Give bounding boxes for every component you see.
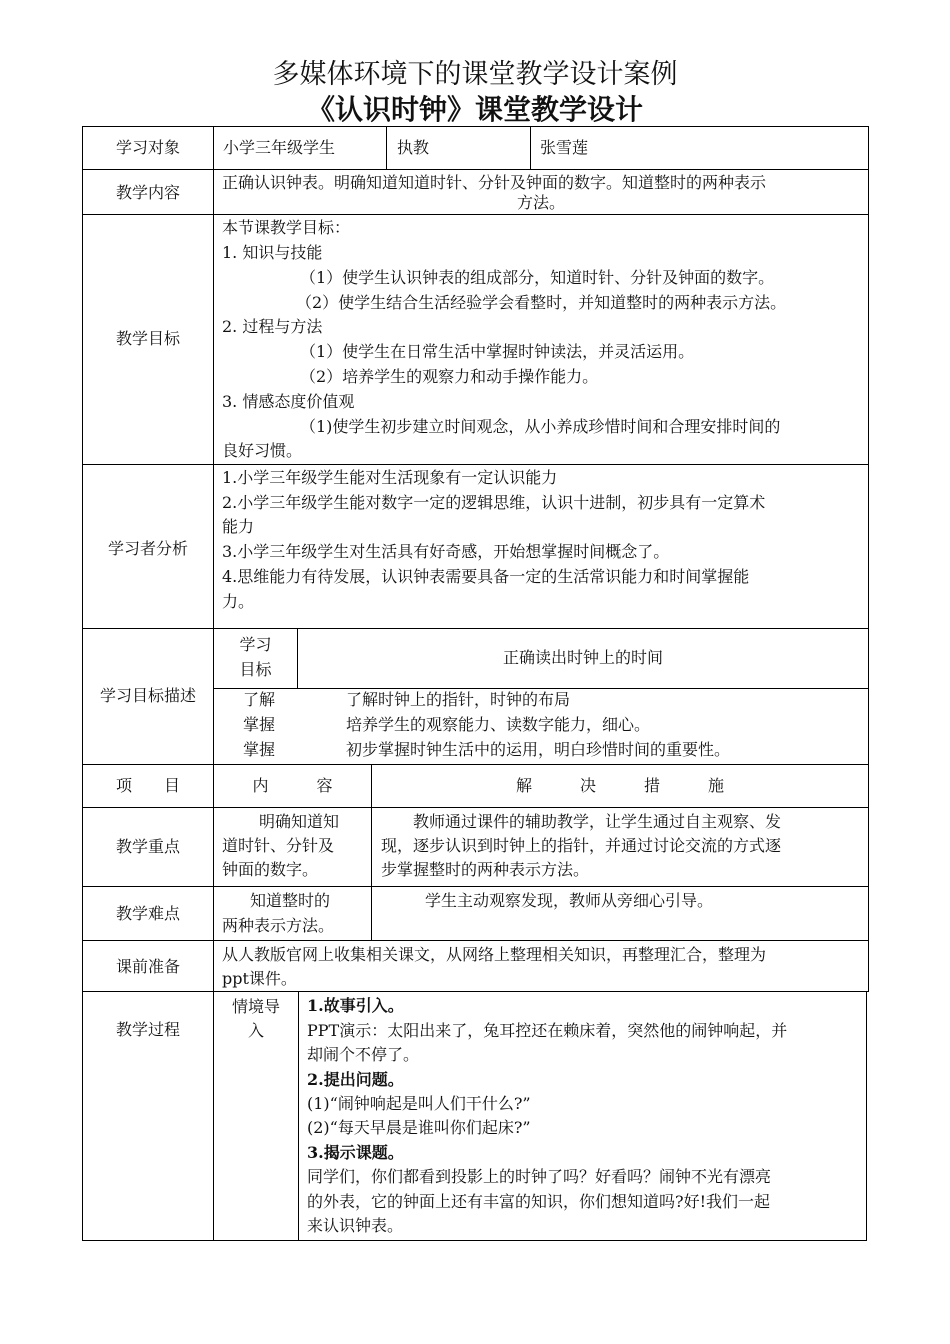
process-stage-line-2: 入: [247, 1021, 264, 1040]
process-line: 同学们，你们都看到投影上的时钟了吗？好看吗？闹钟不光有漂亮: [307, 1167, 772, 1186]
document-title: 多媒体环境下的课堂教学设计案例: [272, 59, 678, 90]
teacher-value: 张雪莲: [540, 138, 589, 157]
teacher-label: 执教: [397, 138, 430, 157]
difficult-content-line: 知道整时的: [250, 891, 331, 910]
prep-line-1: 从人教版官网上收集相关课文，从网络上整理相关知识，再整理汇合，整理为: [222, 945, 767, 964]
goals-line: （1）使学生在日常生活中掌握时钟读法，并灵活运用。: [300, 342, 695, 361]
goals-line: 2. 过程与方法: [222, 317, 323, 336]
process-heading: 2.提出问题。: [307, 1070, 404, 1089]
document-subtitle: 《认识时钟》课堂教学设计: [306, 93, 643, 126]
learner-line: 3.小学三年级学生对生活具有好奇感，开始想掌握时间概念了。: [222, 542, 670, 561]
key-solution-line: 步掌握整时的两种表示方法。: [381, 860, 590, 879]
objdesc-item-text: 初步掌握时钟生活中的运用，明白珍惜时间的重要性。: [346, 740, 731, 759]
key-solution-line: 现，逐步认识到时钟上的指针，并通过讨论交流的方式逐: [381, 836, 782, 855]
objdesc-head-label-1: 学习: [239, 635, 272, 654]
process-line: PPT演示：太阳出来了，兔耳控还在赖床着，突然他的闹钟响起，并: [307, 1021, 788, 1040]
process-line: 却闹个不停了。: [307, 1045, 420, 1064]
process-line: (1)“闹钟响起是叫人们干什么?”: [307, 1094, 531, 1113]
learner-line: 力。: [222, 592, 255, 611]
difficult-solution: 学生主动观察发现，教师从旁细心引导。: [425, 891, 714, 910]
key-content-line: 钟面的数字。: [222, 860, 319, 879]
goals-line: 1. 知识与技能: [222, 243, 323, 262]
objdesc-item-text: 了解时钟上的指针，时钟的布局: [346, 690, 571, 709]
goals-line: （1)使学生初步建立时间观念，从小养成珍惜时间和合理安排时间的: [300, 417, 781, 436]
objdesc-item-level: 掌握: [243, 740, 276, 759]
difficult-label: 教学难点: [115, 904, 180, 923]
prep-line-2: ppt课件。: [222, 969, 297, 988]
objdesc-item-text: 培养学生的观察能力、读数字能力，细心。: [346, 715, 651, 734]
learner-line: 1.小学三年级学生能对生活现象有一定认识能力: [222, 468, 558, 487]
content-label: 教学内容: [115, 183, 180, 202]
key-solution-line: 教师通过课件的辅助教学，让学生通过自主观察、发: [413, 812, 782, 831]
objdesc-item-level: 了解: [243, 690, 276, 709]
goals-line: 良好习惯。: [222, 441, 303, 460]
process-line: 的外表，它的钟面上还有丰富的知识，你们想知道吗?好!我们一起: [307, 1192, 771, 1211]
objdesc-head-value: 正确读出时钟上的时间: [502, 648, 663, 667]
learner-label: 学习者分析: [107, 539, 188, 558]
learner-line: 4.思维能力有待发展，认识钟表需要具备一定的生活常识能力和时间掌握能: [222, 567, 750, 586]
objdesc-item-level: 掌握: [243, 715, 276, 734]
process-label: 教学过程: [115, 1020, 180, 1039]
process-line: 来认识钟表。: [307, 1216, 404, 1235]
col-solution-header: 解 决 措 施: [515, 776, 724, 795]
content-line-1: 正确认识钟表。明确知道知道时针、分针及钟面的数字。知道整时的两种表示: [222, 173, 767, 192]
process-heading: 3.揭示课题。: [307, 1143, 404, 1162]
key-content-line: 明确知道知: [259, 812, 340, 831]
object-label: 学习对象: [115, 138, 180, 157]
prep-label: 课前准备: [115, 957, 180, 976]
goals-line: 本节课教学目标：: [222, 218, 351, 237]
col-item-header: 项 目: [115, 776, 180, 795]
learner-line: 能力: [222, 517, 255, 536]
process-heading: 1.故事引入。: [307, 996, 404, 1015]
goals-label: 教学目标: [115, 329, 180, 348]
objdesc-head-label-2: 目标: [239, 660, 272, 679]
goals-line: （1）使学生认识钟表的组成部分，知道时针、分针及钟面的数字。: [300, 268, 775, 287]
key-label: 教学重点: [115, 837, 180, 856]
process-stage-line-1: 情境导: [231, 997, 280, 1016]
key-content-line: 道时针、分针及: [222, 836, 335, 855]
goals-line: 3. 情感态度价值观: [222, 392, 355, 411]
process-line: (2)“每天早晨是谁叫你们起床?”: [307, 1118, 531, 1137]
object-value: 小学三年级学生: [223, 138, 336, 157]
col-content-header: 内 容: [252, 776, 333, 795]
goals-line: （2）使学生结合生活经验学会看整时，并知道整时的两种表示方法。: [296, 293, 787, 312]
learner-line: 2.小学三年级学生能对数字一定的逻辑思维，认识十进制，初步具有一定算术: [222, 493, 766, 512]
difficult-content-line: 两种表示方法。: [222, 916, 335, 935]
objdesc-label: 学习目标描述: [99, 686, 196, 705]
goals-line: （2）培养学生的观察力和动手操作能力。: [300, 367, 599, 386]
content-line-2: 方法。: [516, 193, 565, 212]
